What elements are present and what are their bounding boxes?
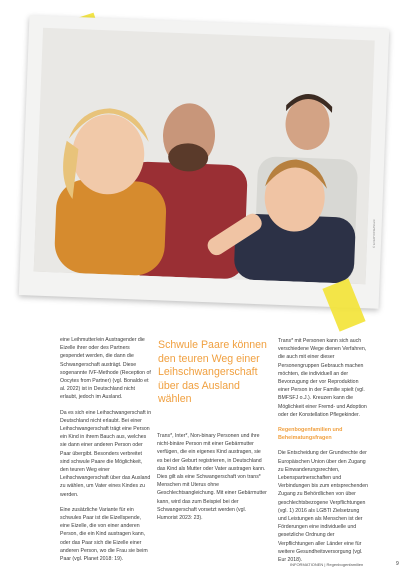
text-column-right (278, 337, 368, 571)
pull-quote: Schwule Paare können den teuren Weg einer Leihschwangerschaft über das Ausland wählen (158, 339, 267, 406)
photo-frame (19, 15, 389, 309)
page-footer (290, 562, 400, 567)
page-number: 9 (396, 561, 399, 567)
paragraph: Trans*, Inter*, Non-binary Personen und ihre nicht-binäre Person mit einer Gebärmutter verfügen, die ein eigenes Kind austragen, sie es bei der Geburt registrieren, in Deutschland das Kind als Mutter oder Vater austragen kann. Dies gilt als eine Schwangerschaft von trans* Menschen mit Uterus ohne Geschlechtsangleichung. Mit einer Gebärmutter kann, wird das zum Beispiel bei der Schwangerschaft vorsetzt werden (vgl. Humorist 2023: 23). (157, 433, 267, 522)
text-column-middle (157, 432, 267, 529)
section-subheading: Regenbogenfamilien und Beheimatungsfragen (278, 427, 343, 442)
paragraph: eine Leihmutter/ein Austragender die Eizelle ihrer oder des Partners gespendet werden, die dann die Schwangerschaft austrägt. Diese sogenannte IVF-Methode (Reception of Oocytes from Partner) (vgl. Bonaldo et al. 2022) ist in Deutschland nicht erlaubt, jedoch im Ausland. (60, 337, 151, 401)
family-photo-illustration (34, 28, 375, 285)
paragraph: Trans* mit Personen kann sich auch verschiedene Wege dienen Verfahren, die auch mit einer dieser Personengruppen Gebrauch machen möchten, die individuell an der Bevorzugung der vor Reproduktion einer Person in der Familie spielt (vgl. BMFSFJ o.J.). Kreuzen kann die Möglichkeit einer Fremd- und Adoption oder der Konstellation Pflegekinder. (278, 338, 367, 418)
family-photo (34, 28, 375, 285)
text-column-left (60, 336, 152, 570)
paragraph: Da es sich eine Leihschwangerschaft in Deutschland nicht erlaubt. Bei einer Leihschwangerschaft trägt eine Person ein Kind in ihrem Bauch aus, welches sie dann einer anderen Person oder Paar übergibt. Besonders verbreitet sind schwule Paare die Möglichkeit, den teuren Weg einer Leihschwangerschaft über das Ausland zu wählen, um Vater eines Kindes zu werden. (60, 409, 152, 498)
photo-credit: © EVERYONE/iStock (372, 219, 376, 248)
paragraph: Eine zusätzliche Variante für ein schwules Paar ist die Eizellspende, eine Eizelle, die von einer anderen Person, die ein Kind austragen kann, oder das Paar sich die Eizelle einer anderen Person, wo die Frau sie beim Paar (vgl. Planet 2018: 19). (60, 506, 148, 563)
paragraph: Die Entscheidung der Grundrechte der Europäischen Union über den Zugang zu Einwanderungsrechten, Lebenspartnerschaften und Verbindungen bis zum entsprechenden Zugang zu Behördlichen von über geschlechtsbezogene Verpflichtungen (vgl. 1) 2016 als LGBTI Zielsetzung und Leistungen als Menschen ist der Förderungen eine individuelle und gesetzliche Ordnung der Verpflichtungen aller Länder eine für weitere Gesundheitsversorgung (vgl. Eur 2018). (278, 450, 368, 564)
footer-label: INFORMATIONEN | Regenbogenfamilien (290, 562, 364, 567)
